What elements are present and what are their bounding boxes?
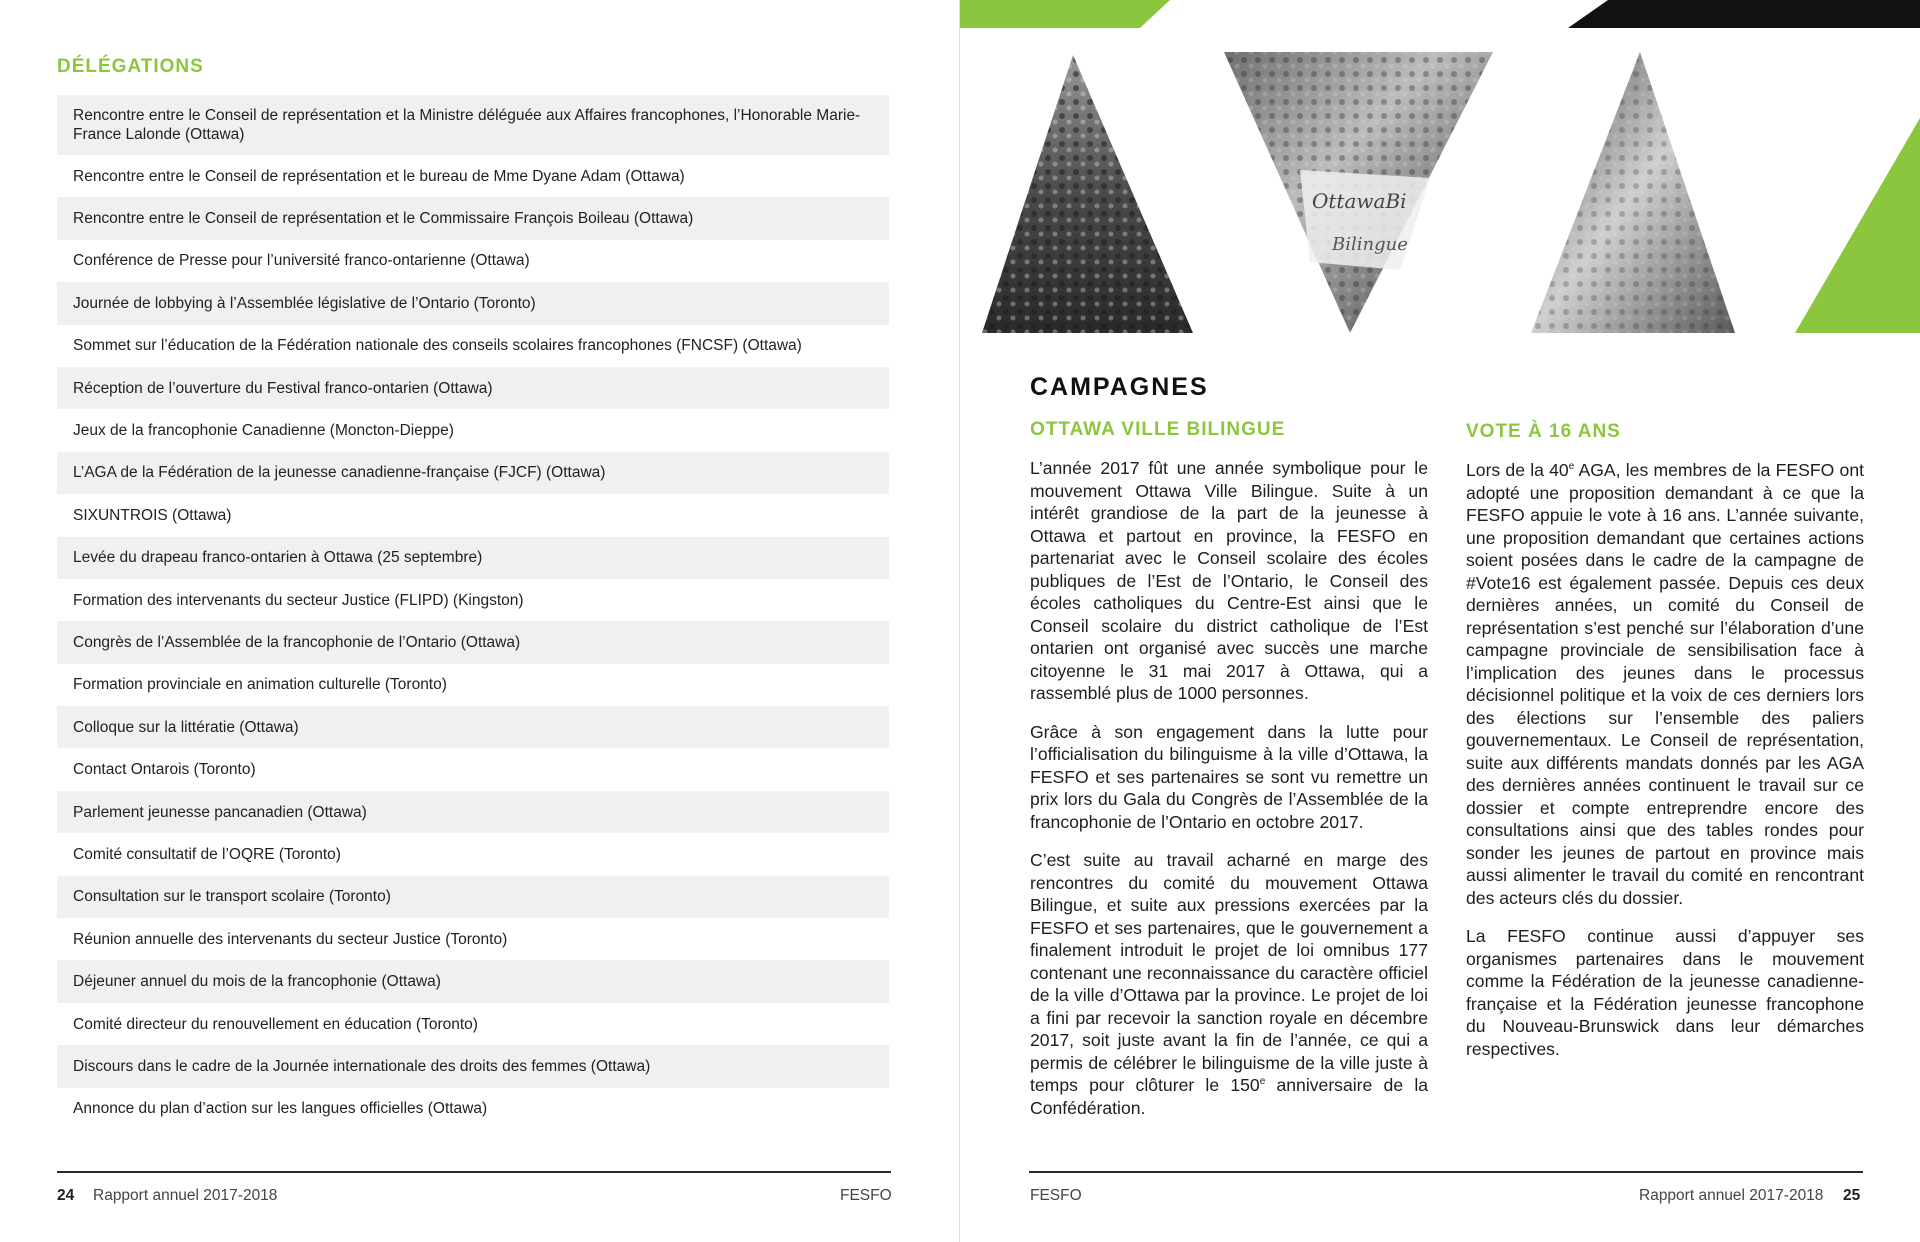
footer-org: FESFO: [840, 1187, 892, 1204]
top-right-black-shape: [1568, 0, 1920, 28]
delegation-item: Congrès de l’Assemblée de la francophonie de l’Ontario (Ottawa): [57, 621, 889, 663]
delegation-item: Contact Ontarois (Toronto): [73, 761, 256, 779]
crowd-photo-right: [1531, 52, 1735, 333]
crowd-photo-center: [1224, 52, 1493, 333]
footer-org: FESFO: [1030, 1187, 1082, 1204]
delegation-item: Annonce du plan d’action sur les langues officielles (Ottawa): [73, 1100, 488, 1118]
ordinal-superscript: e: [1259, 1076, 1266, 1088]
delegation-item: Formation des intervenants du secteur Justice (FLIPD) (Kingston): [73, 591, 524, 609]
delegations-heading: DÉLÉGATIONS: [57, 56, 204, 77]
crowd-photo-left: [982, 55, 1193, 333]
ottawa-bilingue-paragraph: Grâce à son engagement dans la lutte pour l’officialisation du bilinguisme à la ville d’Ottawa, la FESFO et ses partenaires se sont vu remettre un prix lors du Gala du Congrès de l’Assemblée de la francophonie de l’Ontario en octobre 2017.: [1030, 721, 1428, 832]
footer-rule: [1029, 1171, 1863, 1173]
delegation-item: Déjeuner annuel du mois de la francophonie (Ottawa): [57, 960, 889, 1002]
ottawa-bilingue-heading: OTTAWA VILLE BILINGUE: [1030, 419, 1286, 440]
report-title: Rapport annuel 2017-2018: [1639, 1187, 1824, 1204]
delegation-item: Levée du drapeau franco-ontarien à Ottawa (25 septembre): [57, 537, 889, 579]
paragraph-text: AGA, les membres de la FESFO ont adopté une proposition demandant à ce que la FESFO appuie le vote à 16 ans. L’année suivante, une proposition demandant que certaines actions soient posées dans le cadre de la campagne de #Vote16 est également passée. Depuis ces deux dernières années, un comité du Conseil de représentation s’est penché sur l’élaboration d’une campagne provinciale de sensibilisation face à l’implication des jeunes dans le processus décisionnel politique et la voix de ces derniers lors des élections sur l’ensemble des paliers gouvernementaux. Le Conseil de représentation, suite aux différents mandats donnés par les AGA des dernières années continuent le travail sur ce dossier et compte entreprendre encore des consultations ainsi que des tables rondes pour sonder les jeunes de partout en province mais aussi alimenter le travail du comité en rencontrant des acteurs clés du dossier.: [1466, 460, 1864, 908]
paragraph-text: Lors de la 40: [1466, 460, 1569, 480]
vote16-paragraph: [1466, 459, 1864, 909]
ottawa-bilingue-paragraph: L’année 2017 fût une année symbolique pour le mouvement Ottawa Ville Bilingue. Suite à un intérêt grandiose de la part de la jeunesse à Ottawa et partout en province, la FESFO en partenariat avec le Conseil scolaire des écoles publiques de l’Est de l’Ontario, le Conseil des écoles catholiques du Centre-Est ainsi que le Conseil scolaire du district catholique de l’Est ontarien ont organisé avec succès une marche citoyenne le 31 mai 2017 à Ottawa, qui a rassemblé plus de 1000 personnes.: [1030, 458, 1428, 703]
delegation-item: Réception de l’ouverture du Festival franco-ontarien (Ottawa): [57, 367, 889, 409]
right-page: [960, 0, 1920, 1242]
delegation-item: Discours dans le cadre de la Journée internationale des droits des femmes (Ottawa): [57, 1045, 889, 1087]
right-green-triangle: [1795, 118, 1920, 333]
vote16-text: [1466, 459, 1864, 1076]
ordinal-superscript: e: [1568, 461, 1575, 473]
ottawa-bilingue-paragraph: [1030, 849, 1428, 1119]
paragraph-text: C’est suite au travail acharné en marge des rencontres du comité du mouvement Ottawa Bilingue, et suite aux pressions exercées par la FESFO et ses partenaires, que le gouvernement a finalement introduit le projet de loi omnibus 177 contenant une reconnaissance du caractère officiel de la ville d’Ottawa par la province. Le projet de loi a fini par recevoir la sanction royale en décembre 2017, soit juste avant la fin de l’année, ce qui a permis de célébrer le bilinguisme de la ville juste à temps pour clôturer le 150: [1030, 850, 1428, 1095]
sign-text-bilingue: Bilingue: [1332, 234, 1408, 255]
photo-banner: [960, 0, 1920, 340]
delegation-item: Rencontre entre le Conseil de représentation et le Commissaire François Boileau (Ottawa): [57, 197, 889, 239]
delegation-item: SIXUNTROIS (Ottawa): [73, 506, 232, 524]
delegation-item: Colloque sur la littératie (Ottawa): [57, 706, 889, 748]
delegation-item: Formation provinciale en animation culturelle (Toronto): [73, 676, 447, 694]
delegation-item: Jeux de la francophonie Canadienne (Moncton-Dieppe): [73, 422, 454, 440]
sign-text-ottawabi: OttawaBi: [1312, 189, 1407, 213]
vote16-heading: VOTE À 16 ANS: [1466, 421, 1621, 442]
campaigns-title: CAMPAGNES: [1030, 373, 1209, 401]
page-number: 25: [1843, 1187, 1861, 1204]
page-number: 24: [57, 1187, 75, 1204]
delegation-item: Journée de lobbying à l’Assemblée législative de l’Ontario (Toronto): [57, 282, 889, 324]
paragraph-text: anniversaire de la Confédération.: [1030, 1075, 1429, 1118]
delegation-item: L’AGA de la Fédération de la jeunesse canadienne-française (FJCF) (Ottawa): [57, 452, 889, 494]
delegation-item: Comité directeur du renouvellement en éducation (Toronto): [73, 1015, 478, 1033]
ottawa-bilingue-text: [1030, 457, 1428, 1135]
vote16-paragraph: La FESFO continue aussi d’appuyer ses organismes partenaires dans le mouvement comme la Fédération de la jeunesse canadienne-française et la Fédération jeunesse francophone du Nouveau-Brunswick dans leur démarches respectives.: [1466, 926, 1864, 1059]
delegation-item: Conférence de Presse pour l’université franco-ontarienne (Ottawa): [73, 252, 530, 270]
delegation-item: Parlement jeunesse pancanadien (Ottawa): [57, 791, 889, 833]
report-title: Rapport annuel 2017-2018: [93, 1187, 278, 1204]
delegation-item: Consultation sur le transport scolaire (Toronto): [57, 876, 889, 918]
delegation-item: Rencontre entre le Conseil de représentation et le bureau de Mme Dyane Adam (Ottawa): [73, 167, 685, 185]
delegation-item: Sommet sur l’éducation de la Fédération nationale des conseils scolaires francophones (FNCSF) (Ottawa): [73, 337, 802, 355]
delegation-item: Rencontre entre le Conseil de représentation et la Ministre déléguée aux Affaires francophones, l’Honorable Marie-France Lalonde (Ottawa): [57, 95, 889, 155]
footer-rule: [57, 1171, 891, 1173]
delegation-item: Réunion annuelle des intervenants du secteur Justice (Toronto): [73, 930, 508, 948]
banner-sign: [1300, 170, 1430, 270]
delegation-item: Comité consultatif de l’OQRE (Toronto): [73, 845, 341, 863]
top-left-green-shape: [960, 0, 1170, 28]
delegations-list: [57, 95, 889, 1130]
